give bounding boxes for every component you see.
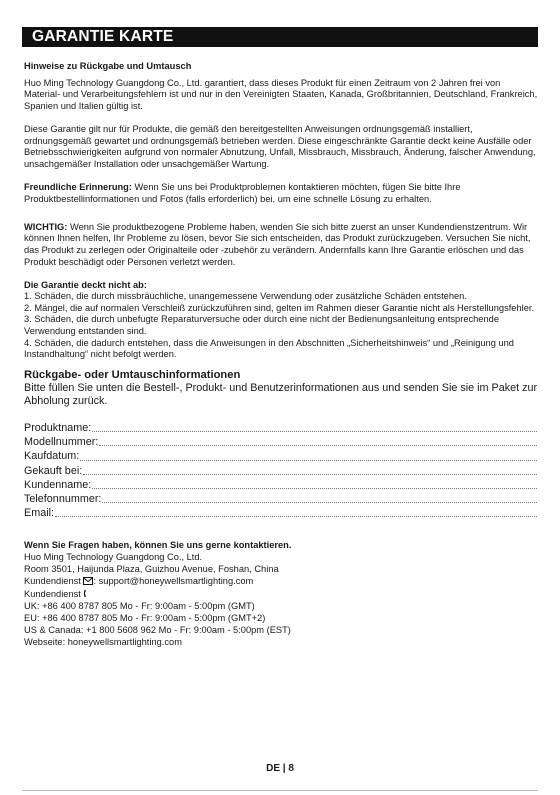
field-model-number[interactable] (24, 435, 538, 449)
field-label: Email: (24, 507, 54, 520)
content (24, 61, 538, 649)
exclusion-item: 4. Schäden, die dadurch entstehen, dass die Anweisungen in den Abschnitten „Sicherheitshinweis“ und „Reinigung und Instandhaltung“ nicht befolgt werden. (24, 337, 514, 360)
field-line[interactable] (55, 506, 537, 517)
exclusions-heading: Die Garantie deckt nicht ab: (24, 279, 147, 290)
field-phone-number[interactable] (24, 492, 538, 506)
field-label: Telefonnummer: (24, 493, 102, 506)
field-label: Produktname: (24, 422, 92, 435)
reminder-label: Freundliche Erinnerung: (24, 181, 132, 192)
return-intro: Bitte füllen Sie unten die Bestell-, Produkt- und Benutzerinformationen aus und senden Sie sie im Paket zur Abholung zurück. (24, 381, 538, 408)
field-line[interactable] (99, 435, 537, 446)
field-purchase-date[interactable] (24, 449, 538, 463)
field-purchased-at[interactable] (24, 464, 538, 478)
page-title: GARANTIE KARTE (22, 27, 538, 47)
reminder-text: Wenn Sie uns bei Produktproblemen kontaktieren möchten, fügen Sie bitte Ihre Produktbestellinformationen und Fotos (falls erforderlich) bei, um eine schnelle Lösung zu erhalten. (24, 181, 461, 204)
email-label: Kundendienst (24, 575, 81, 586)
return-heading: Rückgabe- oder Umtauschinformationen (24, 368, 241, 381)
field-label: Kaufdatum: (24, 450, 80, 463)
phone-line: UK: +86 400 8787 805 Mo - Fr: 9:00am - 5:00pm (GMT) (24, 601, 255, 612)
phone-line: US & Canada: +1 800 5608 962 Mo - Fr: 9:00am - 5:00pm (EST) (24, 625, 291, 636)
field-line[interactable] (92, 478, 537, 489)
field-line[interactable] (83, 464, 537, 475)
hints-heading: Hinweise zu Rückgabe und Umtausch (24, 61, 192, 71)
form-fields (24, 421, 538, 520)
phone-label-line (24, 589, 538, 602)
phone-label: Kundendienst (24, 588, 81, 599)
website-line[interactable]: Webseite: honeywellsmartlighting.com (24, 636, 182, 647)
exclusion-item: 1. Schäden, die durch missbräuchliche, unangemessene Verwendung oder zusätzliche Schäden entstehen. (24, 291, 467, 302)
field-email[interactable] (24, 506, 538, 520)
field-line[interactable] (80, 449, 537, 460)
important-text: Wenn Sie produktbezogene Probleme haben, wenden Sie sich bitte zuerst an unser Kundendienstzentrum. Wir können Ihnen helfen, Ihr Probleme zu lösen, bevor Sie sich entscheiden, das Produkt zurückzugeben. Versuchen Sie nicht, das Produkt zu zerlegen oder Originalteile oder -zubehör zu verändern. Andernfalls kann Ihre Garantie erlöschen und das Produkt beschädigt oder Personen verletzt werden. (24, 221, 531, 267)
exclusion-item: 3. Schäden, die durch unbefugte Reparaturversuche oder durch eine nicht der Bedienungsanleitung entsprechende Verwendung entstanden sind. (24, 314, 499, 337)
company-address: Room 3501, Haijunda Plaza, Guizhou Avenue, Foshan, China (24, 564, 279, 575)
reminder-paragraph (24, 182, 538, 205)
field-line[interactable] (102, 492, 537, 503)
important-label: WICHTIG: (24, 221, 68, 232)
contact-heading: Wenn Sie Fragen haben, können Sie uns gerne kontaktieren. (24, 540, 292, 551)
envelope-icon (83, 577, 93, 589)
page-number: DE | 8 (266, 763, 294, 774)
field-customer-name[interactable] (24, 478, 538, 492)
company-name: Huo Ming Technology Guangdong Co., Ltd. (24, 552, 203, 563)
exclusion-item: 2. Mängel, die auf normalen Verschleiß zurückzuführen sind, gelten im Rahmen dieser Garantie nicht als Herstellungsfehler. (24, 302, 535, 313)
field-line[interactable] (92, 421, 537, 432)
field-product-name[interactable] (24, 421, 538, 435)
field-label: Kundenname: (24, 478, 92, 491)
contact-section (24, 540, 538, 648)
important-paragraph (24, 222, 538, 268)
field-label: Gekauft bei: (24, 464, 83, 477)
hints-paragraph-1: Huo Ming Technology Guangdong Co., Ltd. garantiert, dass dieses Produkt für einen Zeitraum von 2 Jahren frei von Material- und Verarbeitungsfehlern ist und nur in den Vereinigten Staaten, Kanada, Großbritannien, Deutschland, Frankreich, Spanien und Italien gültig ist. (24, 77, 538, 111)
email-line (24, 576, 538, 589)
email-address[interactable]: : support@honeywellsmartlighting.com (93, 575, 254, 586)
footer-divider (22, 790, 538, 791)
hints-paragraph-2: Diese Garantie gilt nur für Produkte, die gemäß den bereitgestellten Anweisungen ordnungsgemäß installiert, ordnungsgemäß gewartet und ordnungsgemäß betrieben werden. Diese eingeschränkte Garantie deckt keine Ausfälle oder Betriebsschwierigkeiten aufgrund von normaler Abnutzung, Unfall, Missbrauch, Missbrauch, Änderung, falscher Anwendung, unsachgemäßer Installation oder unsachgemäßer Wartung. (24, 123, 536, 169)
field-label: Modellnummer: (24, 436, 99, 449)
phone-line: EU: +86 400 8787 805 Mo - Fr: 9:00am - 5:00pm (GMT+2) (24, 613, 266, 624)
phone-icon (83, 589, 90, 602)
